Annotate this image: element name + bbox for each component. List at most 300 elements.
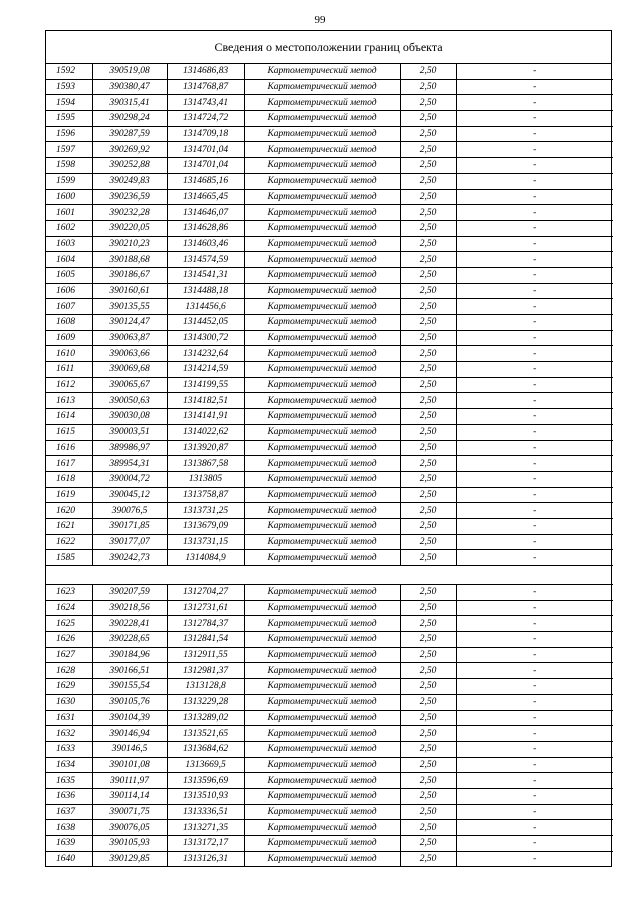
y-coordinate-cell: 1313126,31 [167,851,244,866]
method-cell: Картометрический метод [244,820,400,836]
y-coordinate-cell: 1314182,51 [167,393,244,409]
point-number-cell: 1630 [46,694,92,710]
method-cell: Картометрический метод [244,757,400,773]
method-cell: Картометрический метод [244,836,400,852]
coordinates-table-part-b [46,585,613,867]
table-row [46,158,613,174]
accuracy-cell: 2,50 [400,647,456,663]
accuracy-cell: 2,50 [400,393,456,409]
note-cell: - [456,788,613,804]
table-row [46,518,613,534]
x-coordinate-cell: 390269,92 [92,142,167,158]
note-cell: - [456,836,613,852]
accuracy-cell: 2,50 [400,600,456,616]
point-number-cell: 1614 [46,409,92,425]
table-row [46,694,613,710]
point-number-cell: 1624 [46,600,92,616]
note-cell: - [456,220,613,236]
y-coordinate-cell: 1314628,86 [167,220,244,236]
accuracy-cell: 2,50 [400,487,456,503]
y-coordinate-cell: 1314743,41 [167,95,244,111]
table-row [46,503,613,519]
accuracy-cell: 2,50 [400,632,456,648]
accuracy-cell: 2,50 [400,299,456,315]
accuracy-cell: 2,50 [400,173,456,189]
x-coordinate-cell: 390069,68 [92,362,167,378]
x-coordinate-cell: 390218,56 [92,600,167,616]
method-cell: Картометрический метод [244,409,400,425]
accuracy-cell: 2,50 [400,741,456,757]
accuracy-cell: 2,50 [400,111,456,127]
y-coordinate-cell: 1313289,02 [167,710,244,726]
x-coordinate-cell: 390111,97 [92,773,167,789]
note-cell: - [456,632,613,648]
point-number-cell: 1623 [46,585,92,601]
x-coordinate-cell: 390114,14 [92,788,167,804]
y-coordinate-cell: 1312731,61 [167,600,244,616]
y-coordinate-cell: 1314084,9 [167,550,244,566]
method-cell: Картометрический метод [244,126,400,142]
accuracy-cell: 2,50 [400,550,456,566]
table-row [46,632,613,648]
note-cell: - [456,600,613,616]
point-number-cell: 1594 [46,95,92,111]
accuracy-cell: 2,50 [400,585,456,601]
table-row [46,111,613,127]
method-cell: Картометрический метод [244,632,400,648]
method-cell: Картометрический метод [244,173,400,189]
note-cell: - [456,299,613,315]
x-coordinate-cell: 390380,47 [92,79,167,95]
table-row [46,550,613,566]
spacer-row [46,566,613,585]
method-cell: Картометрический метод [244,79,400,95]
x-coordinate-cell: 389986,97 [92,440,167,456]
table-row [46,820,613,836]
x-coordinate-cell: 390004,72 [92,471,167,487]
table-row [46,585,613,601]
y-coordinate-cell: 1312704,27 [167,585,244,601]
y-coordinate-cell: 1314603,46 [167,236,244,252]
table-row [46,647,613,663]
accuracy-cell: 2,50 [400,252,456,268]
y-coordinate-cell: 1314541,31 [167,267,244,283]
method-cell: Картометрический метод [244,64,400,79]
y-coordinate-cell: 1314232,64 [167,346,244,362]
note-cell: - [456,534,613,550]
note-cell: - [456,173,613,189]
table-row [46,173,613,189]
note-cell: - [456,804,613,820]
note-cell: - [456,503,613,519]
note-cell: - [456,409,613,425]
x-coordinate-cell: 389954,31 [92,456,167,472]
x-coordinate-cell: 390519,08 [92,64,167,79]
table-gap [46,566,613,585]
x-coordinate-cell: 390105,76 [92,694,167,710]
method-cell: Картометрический метод [244,679,400,695]
x-coordinate-cell: 390171,85 [92,518,167,534]
accuracy-cell: 2,50 [400,267,456,283]
note-cell: - [456,456,613,472]
accuracy-cell: 2,50 [400,440,456,456]
table-row [46,440,613,456]
method-cell: Картометрический метод [244,220,400,236]
x-coordinate-cell: 390105,93 [92,836,167,852]
y-coordinate-cell: 1314685,16 [167,173,244,189]
note-cell: - [456,393,613,409]
y-coordinate-cell: 1314701,04 [167,142,244,158]
point-number-cell: 1612 [46,377,92,393]
y-coordinate-cell: 1314646,07 [167,205,244,221]
x-coordinate-cell: 390188,68 [92,252,167,268]
point-number-cell: 1616 [46,440,92,456]
accuracy-cell: 2,50 [400,471,456,487]
x-coordinate-cell: 390207,59 [92,585,167,601]
accuracy-cell: 2,50 [400,236,456,252]
note-cell: - [456,616,613,632]
y-coordinate-cell: 1314300,72 [167,330,244,346]
table-row [46,471,613,487]
accuracy-cell: 2,50 [400,820,456,836]
table-row [46,710,613,726]
point-number-cell: 1639 [46,836,92,852]
table-row [46,773,613,789]
point-number-cell: 1613 [46,393,92,409]
point-number-cell: 1637 [46,804,92,820]
method-cell: Картометрический метод [244,142,400,158]
method-cell: Картометрический метод [244,550,400,566]
y-coordinate-cell: 1314768,87 [167,79,244,95]
x-coordinate-cell: 390228,41 [92,616,167,632]
x-coordinate-cell: 390076,5 [92,503,167,519]
accuracy-cell: 2,50 [400,518,456,534]
table-row [46,424,613,440]
point-number-cell: 1602 [46,220,92,236]
x-coordinate-cell: 390063,87 [92,330,167,346]
point-number-cell: 1617 [46,456,92,472]
accuracy-cell: 2,50 [400,362,456,378]
x-coordinate-cell: 390315,41 [92,95,167,111]
table-row [46,142,613,158]
y-coordinate-cell: 1314456,6 [167,299,244,315]
method-cell: Картометрический метод [244,236,400,252]
method-cell: Картометрический метод [244,205,400,221]
accuracy-cell: 2,50 [400,616,456,632]
table-row [46,393,613,409]
x-coordinate-cell: 390050,63 [92,393,167,409]
y-coordinate-cell: 1313805 [167,471,244,487]
method-cell: Картометрический метод [244,663,400,679]
x-coordinate-cell: 390146,94 [92,726,167,742]
y-coordinate-cell: 1314709,18 [167,126,244,142]
x-coordinate-cell: 390065,67 [92,377,167,393]
accuracy-cell: 2,50 [400,158,456,174]
table-row [46,64,613,79]
point-number-cell: 1635 [46,773,92,789]
note-cell: - [456,518,613,534]
point-number-cell: 1604 [46,252,92,268]
accuracy-cell: 2,50 [400,95,456,111]
boundary-sheet [45,30,612,867]
x-coordinate-cell: 390232,28 [92,205,167,221]
x-coordinate-cell: 390030,08 [92,409,167,425]
accuracy-cell: 2,50 [400,804,456,820]
note-cell: - [456,424,613,440]
method-cell: Картометрический метод [244,299,400,315]
note-cell: - [456,487,613,503]
point-number-cell: 1592 [46,64,92,79]
accuracy-cell: 2,50 [400,773,456,789]
method-cell: Картометрический метод [244,585,400,601]
y-coordinate-cell: 1314665,45 [167,189,244,205]
note-cell: - [456,679,613,695]
x-coordinate-cell: 390287,59 [92,126,167,142]
point-number-cell: 1609 [46,330,92,346]
x-coordinate-cell: 390063,66 [92,346,167,362]
table-row [46,616,613,632]
table-row [46,236,613,252]
y-coordinate-cell: 1313596,69 [167,773,244,789]
table-row [46,487,613,503]
point-number-cell: 1610 [46,346,92,362]
y-coordinate-cell: 1314701,04 [167,158,244,174]
accuracy-cell: 2,50 [400,330,456,346]
table-row [46,205,613,221]
accuracy-cell: 2,50 [400,142,456,158]
method-cell: Картометрический метод [244,189,400,205]
accuracy-cell: 2,50 [400,409,456,425]
y-coordinate-cell: 1314141,91 [167,409,244,425]
method-cell: Картометрический метод [244,741,400,757]
method-cell: Картометрический метод [244,487,400,503]
point-number-cell: 1633 [46,741,92,757]
point-number-cell: 1636 [46,788,92,804]
accuracy-cell: 2,50 [400,315,456,331]
accuracy-cell: 2,50 [400,205,456,221]
y-coordinate-cell: 1312784,37 [167,616,244,632]
y-coordinate-cell: 1314022,62 [167,424,244,440]
y-coordinate-cell: 1312841,54 [167,632,244,648]
point-number-cell: 1618 [46,471,92,487]
table-row [46,409,613,425]
point-number-cell: 1634 [46,757,92,773]
note-cell: - [456,440,613,456]
method-cell: Картометрический метод [244,534,400,550]
method-cell: Картометрический метод [244,851,400,866]
accuracy-cell: 2,50 [400,220,456,236]
x-coordinate-cell: 390166,51 [92,663,167,679]
y-coordinate-cell: 1314686,83 [167,64,244,79]
note-cell: - [456,757,613,773]
y-coordinate-cell: 1313867,58 [167,456,244,472]
x-coordinate-cell: 390071,75 [92,804,167,820]
method-cell: Картометрический метод [244,616,400,632]
x-coordinate-cell: 390104,39 [92,710,167,726]
x-coordinate-cell: 390045,12 [92,487,167,503]
point-number-cell: 1629 [46,679,92,695]
point-number-cell: 1607 [46,299,92,315]
point-number-cell: 1640 [46,851,92,866]
table-row [46,95,613,111]
note-cell: - [456,79,613,95]
accuracy-cell: 2,50 [400,283,456,299]
note-cell: - [456,471,613,487]
accuracy-cell: 2,50 [400,836,456,852]
accuracy-cell: 2,50 [400,757,456,773]
x-coordinate-cell: 390003,51 [92,424,167,440]
accuracy-cell: 2,50 [400,788,456,804]
method-cell: Картометрический метод [244,252,400,268]
point-number-cell: 1622 [46,534,92,550]
method-cell: Картометрический метод [244,95,400,111]
accuracy-cell: 2,50 [400,726,456,742]
point-number-cell: 1598 [46,158,92,174]
method-cell: Картометрический метод [244,647,400,663]
note-cell: - [456,377,613,393]
note-cell: - [456,820,613,836]
table-row [46,600,613,616]
point-number-cell: 1627 [46,647,92,663]
note-cell: - [456,550,613,566]
accuracy-cell: 2,50 [400,851,456,866]
x-coordinate-cell: 390210,23 [92,236,167,252]
method-cell: Картометрический метод [244,471,400,487]
point-number-cell: 1606 [46,283,92,299]
point-number-cell: 1631 [46,710,92,726]
note-cell: - [456,236,613,252]
point-number-cell: 1615 [46,424,92,440]
method-cell: Картометрический метод [244,694,400,710]
y-coordinate-cell: 1313684,62 [167,741,244,757]
method-cell: Картометрический метод [244,267,400,283]
table-row [46,79,613,95]
note-cell: - [456,142,613,158]
x-coordinate-cell: 390177,07 [92,534,167,550]
method-cell: Картометрический метод [244,726,400,742]
x-coordinate-cell: 390242,73 [92,550,167,566]
x-coordinate-cell: 390129,85 [92,851,167,866]
table-row [46,362,613,378]
note-cell: - [456,189,613,205]
accuracy-cell: 2,50 [400,456,456,472]
table-row [46,679,613,695]
x-coordinate-cell: 390252,88 [92,158,167,174]
x-coordinate-cell: 390101,08 [92,757,167,773]
y-coordinate-cell: 1314199,55 [167,377,244,393]
point-number-cell: 1608 [46,315,92,331]
table-row [46,283,613,299]
point-number-cell: 1620 [46,503,92,519]
method-cell: Картометрический метод [244,788,400,804]
coordinates-table [46,64,613,866]
y-coordinate-cell: 1313758,87 [167,487,244,503]
note-cell: - [456,773,613,789]
method-cell: Картометрический метод [244,518,400,534]
method-cell: Картометрический метод [244,111,400,127]
note-cell: - [533,854,537,865]
point-number-cell: 1597 [46,142,92,158]
y-coordinate-cell: 1312981,37 [167,663,244,679]
point-number-cell: 1595 [46,111,92,127]
table-row [46,726,613,742]
accuracy-cell: 2,50 [400,694,456,710]
x-coordinate-cell: 390184,96 [92,647,167,663]
note-cell: - [456,362,613,378]
method-cell: Картометрический метод [244,158,400,174]
point-number-cell: 1599 [46,173,92,189]
point-number-cell: 1619 [46,487,92,503]
table-row [46,346,613,362]
x-coordinate-cell: 390135,55 [92,299,167,315]
note-cell: - [456,346,613,362]
x-coordinate-cell: 390146,5 [92,741,167,757]
table-row [46,804,613,820]
y-coordinate-cell: 1313271,35 [167,820,244,836]
note-cell: - [456,741,613,757]
x-coordinate-cell: 390228,65 [92,632,167,648]
accuracy-cell: 2,50 [400,424,456,440]
y-coordinate-cell: 1313229,28 [167,694,244,710]
note-cell: - [456,267,613,283]
accuracy-cell: 2,50 [400,663,456,679]
spacer-cell [46,566,613,585]
point-number-cell: 1585 [46,550,92,566]
accuracy-cell: 2,50 [400,377,456,393]
y-coordinate-cell: 1313731,25 [167,503,244,519]
note-cell: - [456,726,613,742]
note-cell: - [456,126,613,142]
method-cell: Картометрический метод [244,424,400,440]
method-cell: Картометрический метод [244,362,400,378]
accuracy-cell: 2,50 [400,189,456,205]
method-cell: Картометрический метод [244,804,400,820]
table-row [46,757,613,773]
method-cell: Картометрический метод [244,600,400,616]
point-number-cell: 1600 [46,189,92,205]
note-cell: - [456,252,613,268]
note-cell: - [456,111,613,127]
y-coordinate-cell: 1313128,8 [167,679,244,695]
accuracy-cell: 2,50 [400,346,456,362]
accuracy-cell: 2,50 [400,679,456,695]
method-cell: Картометрический метод [244,346,400,362]
table-row [46,126,613,142]
point-number-cell: 1611 [46,362,92,378]
note-cell: - [456,330,613,346]
point-number-cell: 1605 [46,267,92,283]
point-number-cell: 1603 [46,236,92,252]
note-cell: - [456,585,613,601]
table-row [46,299,613,315]
y-coordinate-cell: 1314488,18 [167,283,244,299]
y-coordinate-cell: 1313920,87 [167,440,244,456]
y-coordinate-cell: 1314214,59 [167,362,244,378]
method-cell: Картометрический метод [244,393,400,409]
table-row [46,330,613,346]
accuracy-cell: 2,50 [400,64,456,79]
y-coordinate-cell: 1313172,17 [167,836,244,852]
x-coordinate-cell: 390076,05 [92,820,167,836]
x-coordinate-cell: 390124,47 [92,315,167,331]
accuracy-cell: 2,50 [400,534,456,550]
method-cell: Картометрический метод [244,377,400,393]
table-row [46,741,613,757]
table-row [46,851,613,866]
y-coordinate-cell: 1313679,09 [167,518,244,534]
note-cell: - [456,647,613,663]
method-cell: Картометрический метод [244,773,400,789]
